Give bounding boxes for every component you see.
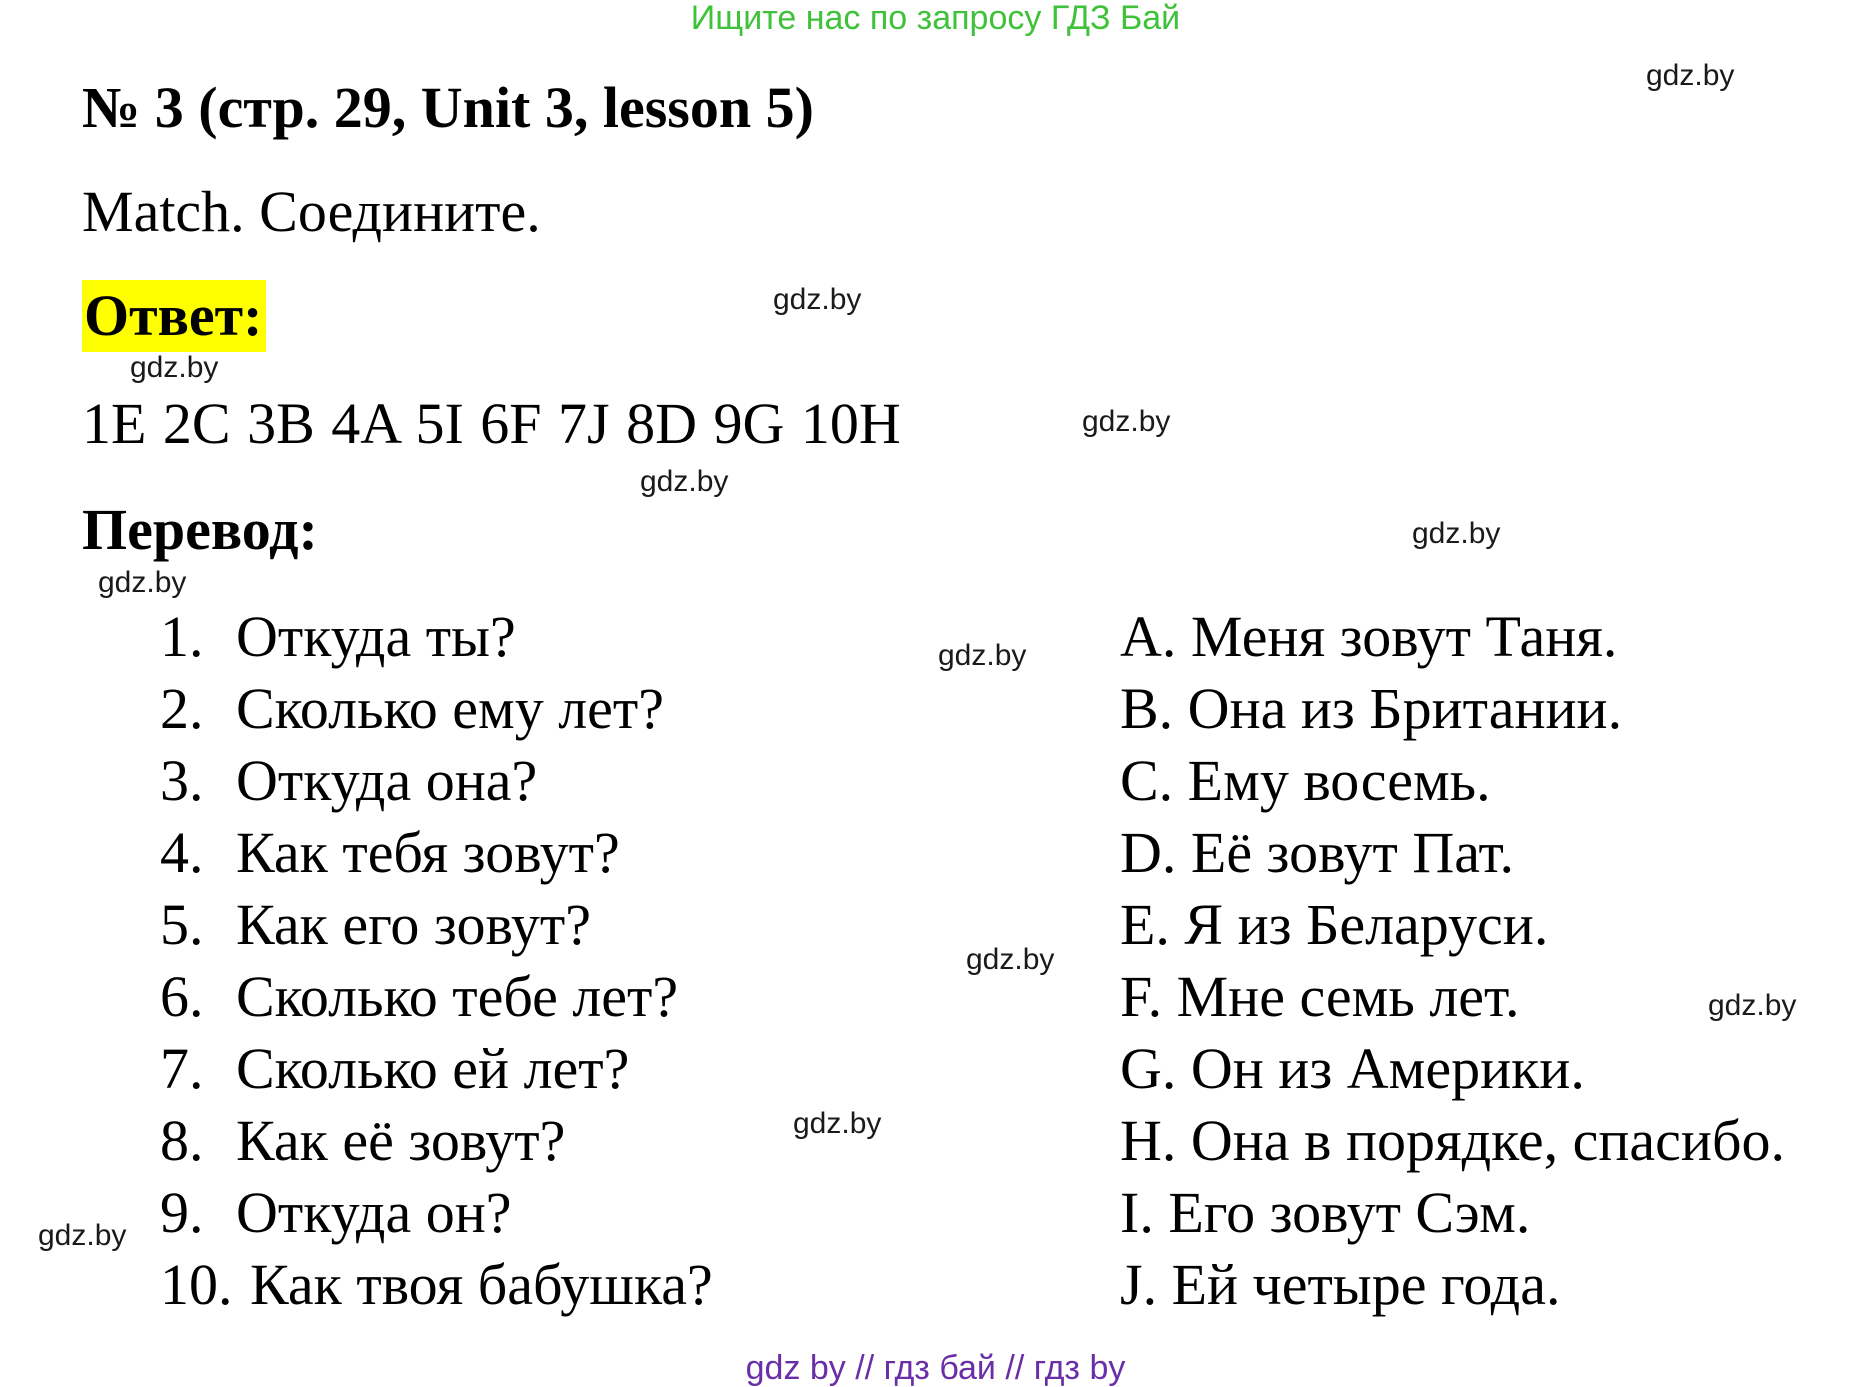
watermark: gdz.by [130,351,219,384]
watermark: gdz.by [38,1219,127,1252]
question-item [160,965,678,1029]
answer-item: B. Она из Британии. [1120,676,1623,741]
watermark: gdz.by [1082,405,1171,438]
exercise-heading: № 3 (стр. 29, Unit 3, lesson 5) [82,75,814,140]
question-number: 5. [160,892,204,957]
question-item [160,1037,629,1101]
answer-label: Ответ: [82,280,266,352]
answer-item: G. Он из Америки. [1120,1036,1585,1101]
answer-item: D. Её зовут Пат. [1120,820,1514,885]
question-text: Откуда она? [236,748,538,813]
question-item [160,749,537,813]
watermark: gdz.by [1646,59,1735,92]
watermark: gdz.by [640,465,729,498]
answer-item: J. Ей четыре года. [1120,1252,1561,1317]
question-text: Сколько тебе лет? [236,964,679,1029]
watermark: gdz.by [938,639,1027,672]
question-number: 3. [160,748,204,813]
question-number: 8. [160,1108,204,1173]
top-banner: Ищите нас по запросу ГДЗ Бай [690,0,1181,37]
task-instruction: Match. Соедините. [82,179,541,244]
question-text: Сколько ей лет? [236,1036,630,1101]
question-text: Как твоя бабушка? [250,1252,713,1317]
translation-label: Перевод: [82,497,318,562]
question-text: Как его зовут? [236,892,591,957]
watermark: gdz.by [1412,517,1501,550]
answer-item: A. Меня зовут Таня. [1120,604,1618,669]
question-item [160,605,516,669]
question-item [160,677,664,741]
answer-item: C. Ему восемь. [1120,748,1491,813]
question-number: 9. [160,1180,204,1245]
answer-item: F. Мне семь лет. [1120,964,1520,1029]
question-number: 1. [160,604,204,669]
question-item [160,1181,511,1245]
answer-item: H. Она в порядке, спасибо. [1120,1108,1785,1173]
question-number: 2. [160,676,204,741]
answer-key: 1E 2C 3B 4A 5I 6F 7J 8D 9G 10H [82,391,901,456]
question-item [160,1109,565,1173]
question-text: Как тебя зовут? [236,820,620,885]
question-text: Откуда ты? [236,604,516,669]
watermark: gdz.by [966,943,1055,976]
question-item [160,1253,713,1317]
question-number: 4. [160,820,204,885]
answer-item: I. Его зовут Сэм. [1120,1180,1531,1245]
question-number: 6. [160,964,204,1029]
watermark: gdz.by [773,283,862,316]
answer-item: E. Я из Беларуси. [1120,892,1549,957]
question-item [160,893,591,957]
question-item [160,821,620,885]
watermark: gdz.by [98,566,187,599]
question-text: Сколько ему лет? [236,676,665,741]
question-number: 10. [160,1252,233,1317]
footer-links[interactable]: gdz by // гдз бай // гдз by [745,1349,1126,1387]
watermark: gdz.by [793,1107,882,1140]
question-text: Откуда он? [236,1180,512,1245]
watermark: gdz.by [1708,989,1797,1022]
question-text: Как её зовут? [236,1108,566,1173]
question-number: 7. [160,1036,204,1101]
